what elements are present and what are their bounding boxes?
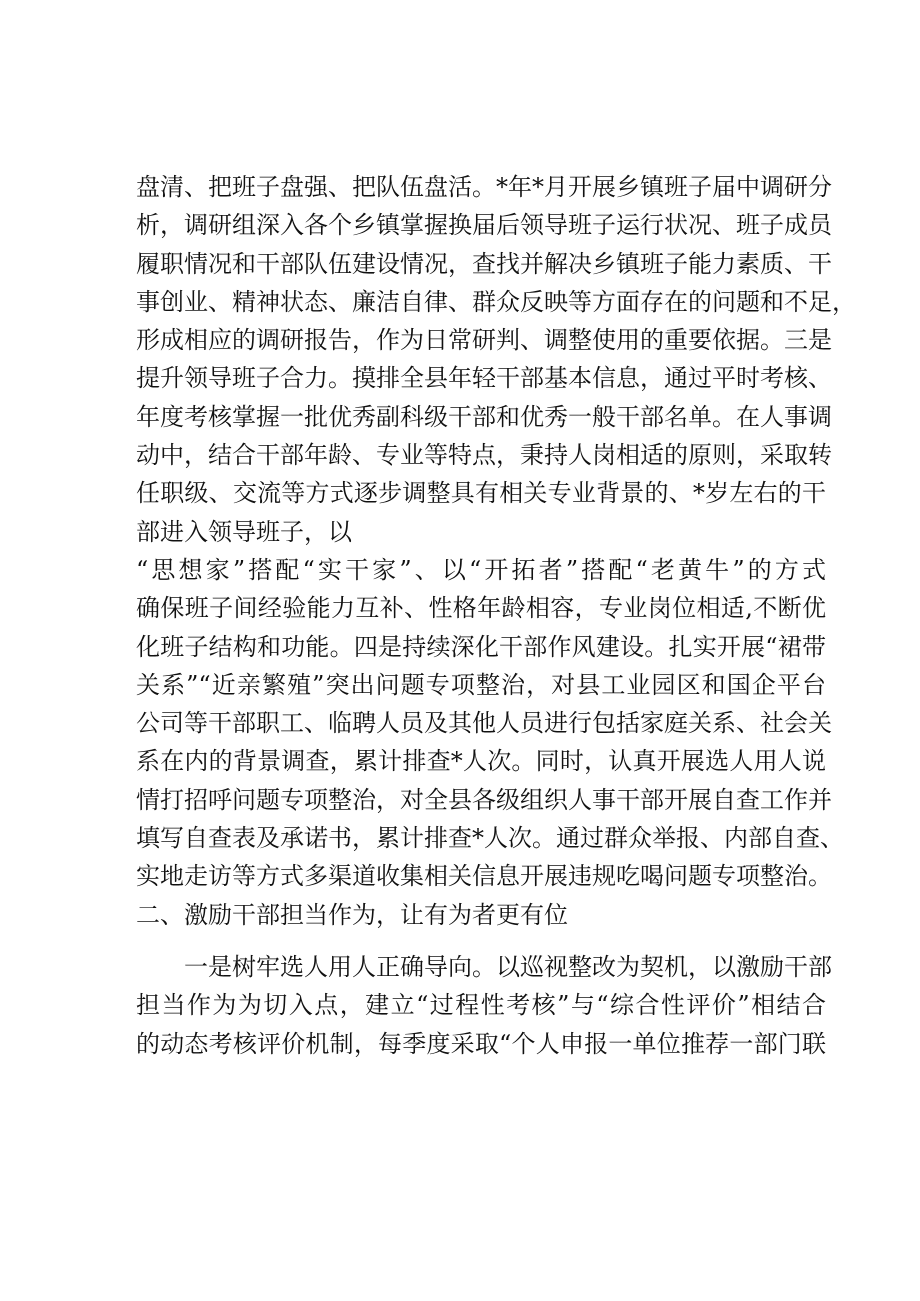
section-heading: 二、激励干部担当作为，让有为者更有位 [136, 900, 568, 929]
text-line: 系在内的背景调查，累计排查*人次。同时，认真开展选人用人说 [136, 747, 826, 776]
text-line: 盘清、把班子盘强、把队伍盘活。*年*月开展乡镇班子届中调研分 [136, 173, 832, 201]
text-line: 化班子结构和功能。四是持续深化干部作风建设。扎实开展“裙带 [136, 632, 826, 661]
text-line: “思想家”搭配“实干家”、以“开拓者”搭配“老黄牛”的方式 [136, 555, 826, 584]
text-line: 的动态考核评价机制，每季度采取“个人申报一单位推荐一部门联 [136, 1029, 826, 1058]
text-line: 关系”“近亲繁殖”突出问题专项整治，对县工业园区和国企平台 [136, 670, 826, 699]
text-line: 事创业、精神状态、廉洁自律、群众反映等方面存在的问题和不足， [136, 287, 856, 316]
text-line: 公司等干部职工、临聘人员及其他人员进行包括家庭关系、社会关 [136, 709, 832, 738]
text-line: 一是树牢选人用人正确导向。以巡视整改为契机，以激励干部 [184, 952, 832, 981]
text-line: 填写自查表及承诺书，累计排查*人次。通过群众举报、内部自查、 [136, 824, 844, 853]
text-line: 形成相应的调研报告，作为日常研判、调整使用的重要依据。三是 [136, 326, 832, 355]
text-line: 履职情况和干部队伍建设情况，查找并解决乡镇班子能力素质、干 [136, 249, 832, 278]
text-line: 任职级、交流等方式逐步调整具有相关专业背景的、*岁左右的干 [136, 479, 826, 508]
text-line: 年度考核掌握一批优秀副科级干部和优秀一般干部名单。在人事调 [136, 402, 832, 431]
text-line: 实地走访等方式多渠道收集相关信息开展违规吃喝问题专项整治。 [136, 862, 832, 891]
text-line: 析，调研组深入各个乡镇掌握换届后领导班子运行状况、班子成员 [136, 211, 832, 240]
text-line: 担当作为为切入点，建立“过程性考核”与“综合性评价”相结合 [136, 991, 826, 1020]
body-text [136, 168, 856, 1063]
text-line: 提升领导班子合力。摸排全县年轻干部基本信息，通过平时考核、 [136, 364, 832, 393]
text-line: 情打招呼问题专项整治，对全县各级组织人事干部开展自查工作并 [136, 785, 832, 814]
text-line: 动中，结合干部年龄、专业等特点，秉持人岗相适的原则，采取转 [136, 441, 832, 470]
text-line: 部进入领导班子，以 [136, 517, 352, 546]
text-line: 确保班子间经验能力互补、性格年龄相容，专业岗位相适,不断优 [136, 594, 826, 623]
